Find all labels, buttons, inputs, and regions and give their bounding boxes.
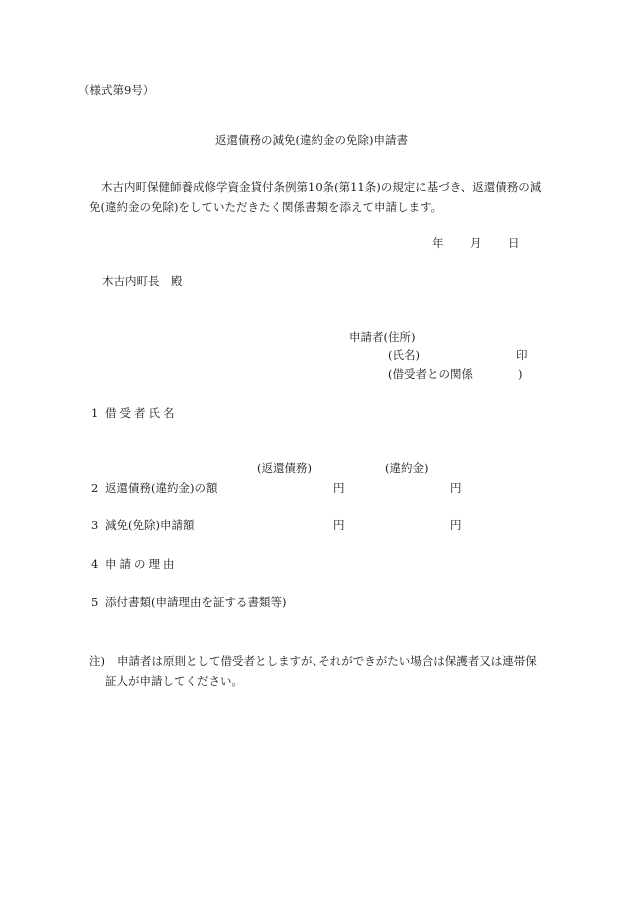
column-header-penalty: (違約金) xyxy=(385,461,429,475)
item-number: 1 xyxy=(91,406,99,420)
yen-unit-penalty: 円 xyxy=(450,518,462,532)
date-year-label: 年 xyxy=(432,236,444,250)
item-number: 5 xyxy=(91,595,99,609)
yen-unit-penalty: 円 xyxy=(450,481,462,495)
seal-mark: 印 xyxy=(516,348,528,362)
date-day-label: 日 xyxy=(508,236,520,250)
body-text-line-2: 免(違約金の免除)をしていただきたく関係書類を添えて申請します。 xyxy=(89,200,443,214)
applicant-name-label: (氏名) xyxy=(388,348,420,362)
form-number: （様式第9号） xyxy=(78,83,155,97)
item-reason-label: 申請の理由 xyxy=(105,557,178,571)
yen-unit-repayment: 円 xyxy=(333,518,345,532)
applicant-address-label: 申請者(住所) xyxy=(349,330,416,344)
item-borrower-name-label: 借受者氏名 xyxy=(105,406,178,420)
item-attachments-label: 添付書類(申請理由を証する書類等) xyxy=(105,595,287,609)
applicant-relation-close: ) xyxy=(518,367,523,381)
body-text-line-1: 木古内町保健師養成修学資金貸付条例第10条(第11条)の規定に基づき、返還債務の減 xyxy=(101,180,542,194)
document-title: 返還債務の減免(違約金の免除)申請書 xyxy=(215,133,408,147)
applicant-relation-label: (借受者との関係 xyxy=(388,367,473,381)
yen-unit-repayment: 円 xyxy=(333,481,345,495)
item-number: 3 xyxy=(91,518,99,532)
addressee: 木古内町長 殿 xyxy=(102,274,183,288)
date-month-label: 月 xyxy=(470,236,482,250)
note-text-line-2: 証人が申請してください。 xyxy=(105,674,243,688)
note-mark: 注) xyxy=(89,654,105,668)
item-requested-amount-label: 減免(免除)申請額 xyxy=(105,518,195,532)
item-number: 4 xyxy=(91,557,99,571)
column-header-repayment: (返還債務) xyxy=(257,461,312,475)
item-debt-amount-label: 返還債務(違約金)の額 xyxy=(105,481,218,495)
note-text-line-1: 申請者は原則として借受者としますが､それができがたい場合は保護者又は連帯保 xyxy=(117,654,537,668)
item-number: 2 xyxy=(91,481,99,495)
